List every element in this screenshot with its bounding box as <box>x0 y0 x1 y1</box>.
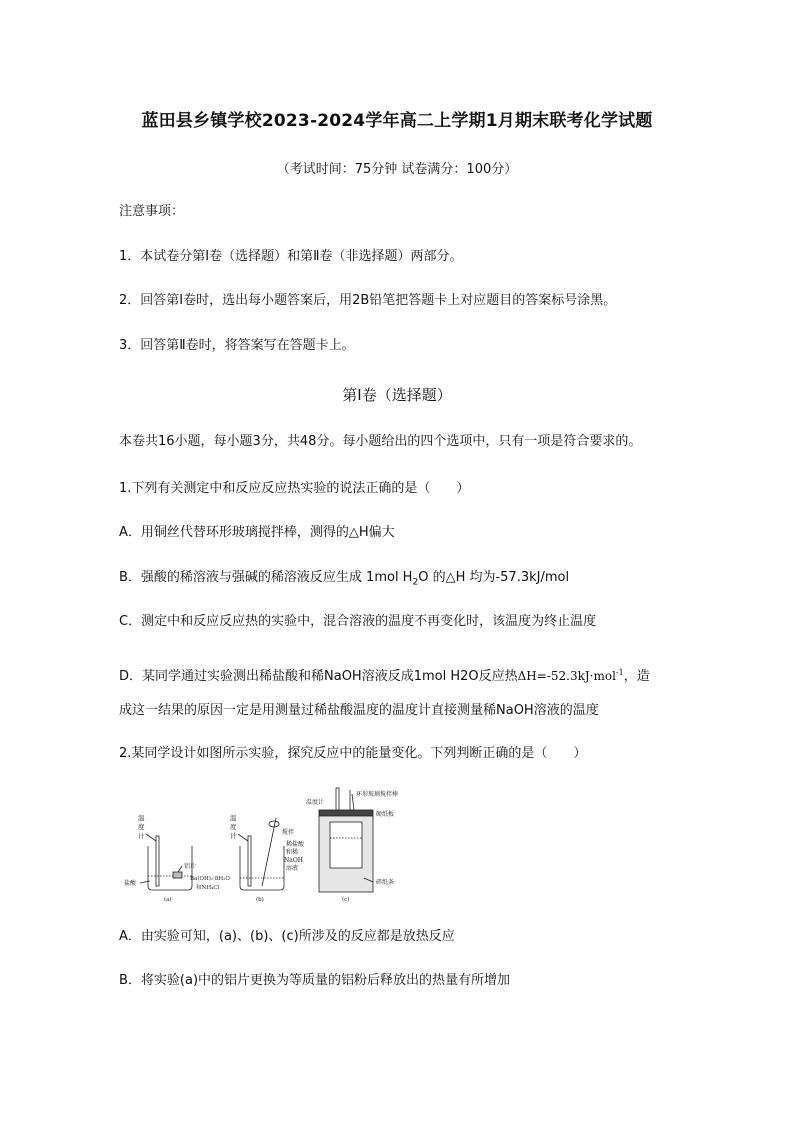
aluminium-piece <box>173 872 182 878</box>
caption-a: (a) <box>164 897 172 903</box>
svg-text:度: 度 <box>138 823 145 831</box>
cardboard-lid <box>319 810 373 816</box>
label-reagent-b: Ba(OH)₂·8H₂O <box>190 876 230 882</box>
label-paper-scraps: 碎纸条 <box>376 879 395 886</box>
beaker-b <box>240 846 284 890</box>
thermometer-a <box>156 836 159 886</box>
apparatus-a <box>124 813 196 903</box>
section-title: 第Ⅰ卷（选择题） <box>342 386 452 404</box>
question-2-option-a: A．由实验可知，(a)、(b)、(c)所涉及的反应都是放热反应 <box>119 929 455 944</box>
label-aluminium: 铝片 <box>184 863 197 870</box>
apparatus-c <box>284 788 398 903</box>
option-b-subscript: 2 <box>412 577 419 588</box>
note-item-3: 3．回答第Ⅱ卷时，将答案写在答题卡上。 <box>119 338 355 353</box>
notes-heading: 注意事项： <box>119 204 185 219</box>
glass-rod-b <box>262 818 276 886</box>
question-1-option-b <box>119 569 569 592</box>
svg-text:计: 计 <box>138 832 145 840</box>
section-instructions: 本卷共16小题，每小题3分，共48分。每小题给出的四个选项中，只有一项是符合要求的。 <box>119 434 642 449</box>
label-reagent-b-2: 和NH₄Cl <box>196 885 220 891</box>
note-item-1: 1．本试卷分第Ⅰ卷（选择题）和第Ⅱ卷（非选择题）两部分。 <box>119 249 463 264</box>
option-d-text-start: D．某同学通过实验测出稀盐酸和稀NaOH溶液反成1mol H2O反应热 <box>119 669 518 684</box>
question-1-option-d <box>119 664 650 686</box>
option-d-text-end: ，造 <box>623 669 650 684</box>
svg-text:计: 计 <box>230 832 237 840</box>
label-hydrochloric-acid: 盐酸 <box>124 880 137 887</box>
experiment-figure <box>124 786 438 906</box>
note-item-2: 2．回答第Ⅰ卷时，选出每小题答案后，用2B铅笔把答题卡上对应题目的答案标号涂黑。 <box>119 293 617 308</box>
enthalpy-formula: ΔH=-52.3kJ·mol$^{-1}$ <box>517 668 624 683</box>
label-solution-2: 和稀 <box>286 849 299 856</box>
svg-text:温: 温 <box>230 814 237 822</box>
page-title: 蓝田县乡镇学校2023-2024学年高二上学期1月期末联考化学试题 <box>141 111 653 131</box>
question-1-option-c: C．测定中和反应反应热的实验中，混合溶液的温度不再变化时，该温度为终止温度 <box>119 614 597 629</box>
inner-beaker <box>330 822 362 868</box>
caption-b: (b) <box>256 897 264 903</box>
question-2-stem: 2.某同学设计如图所示实验，探究反应中的能量变化。下列判断正确的是（ ） <box>119 746 587 761</box>
svg-text:度: 度 <box>230 823 237 831</box>
label-stirrer: 环形玻璃搅拌棒 <box>356 791 399 798</box>
question-1-stem: 1.下列有关测定中和反应反应热实验的说法正确的是（ ） <box>119 481 470 496</box>
label-solution-3: NaOH <box>284 857 303 864</box>
question-2-option-b: B．将实验(a)中的铝片更换为等质量的铝粉后释放出的热量有所增加 <box>119 973 511 988</box>
label-solution-1: 稀盐酸 <box>286 841 305 848</box>
label-solution-4: 溶液 <box>286 865 299 872</box>
thermometer-b <box>248 836 251 886</box>
apparatus-b <box>190 813 294 903</box>
question-1-option-a: A．用铜丝代替环形玻璃搅拌棒，测得的△H偏大 <box>119 525 395 540</box>
label-a-thermometer-1: 温 <box>138 814 145 822</box>
exam-info: （考试时间：75分钟 试卷满分：100分） <box>276 162 518 177</box>
option-b-text-start: B．强酸的稀溶液与强碱的稀溶液反应生成 1mol H <box>119 570 413 585</box>
option-b-text-end: O 的△H 均为-57.3kJ/mol <box>418 570 570 585</box>
caption-c: (c) <box>342 897 350 903</box>
question-1-option-d-continued: 成这一结果的原因一定是用测量过稀盐酸温度的温度计直接测量稀NaOH溶液的温度 <box>119 703 599 718</box>
label-c-thermometer: 温度计 <box>306 799 325 806</box>
label-board: 硬纸板 <box>376 811 395 818</box>
label-stir: 搅拌 <box>282 829 295 836</box>
